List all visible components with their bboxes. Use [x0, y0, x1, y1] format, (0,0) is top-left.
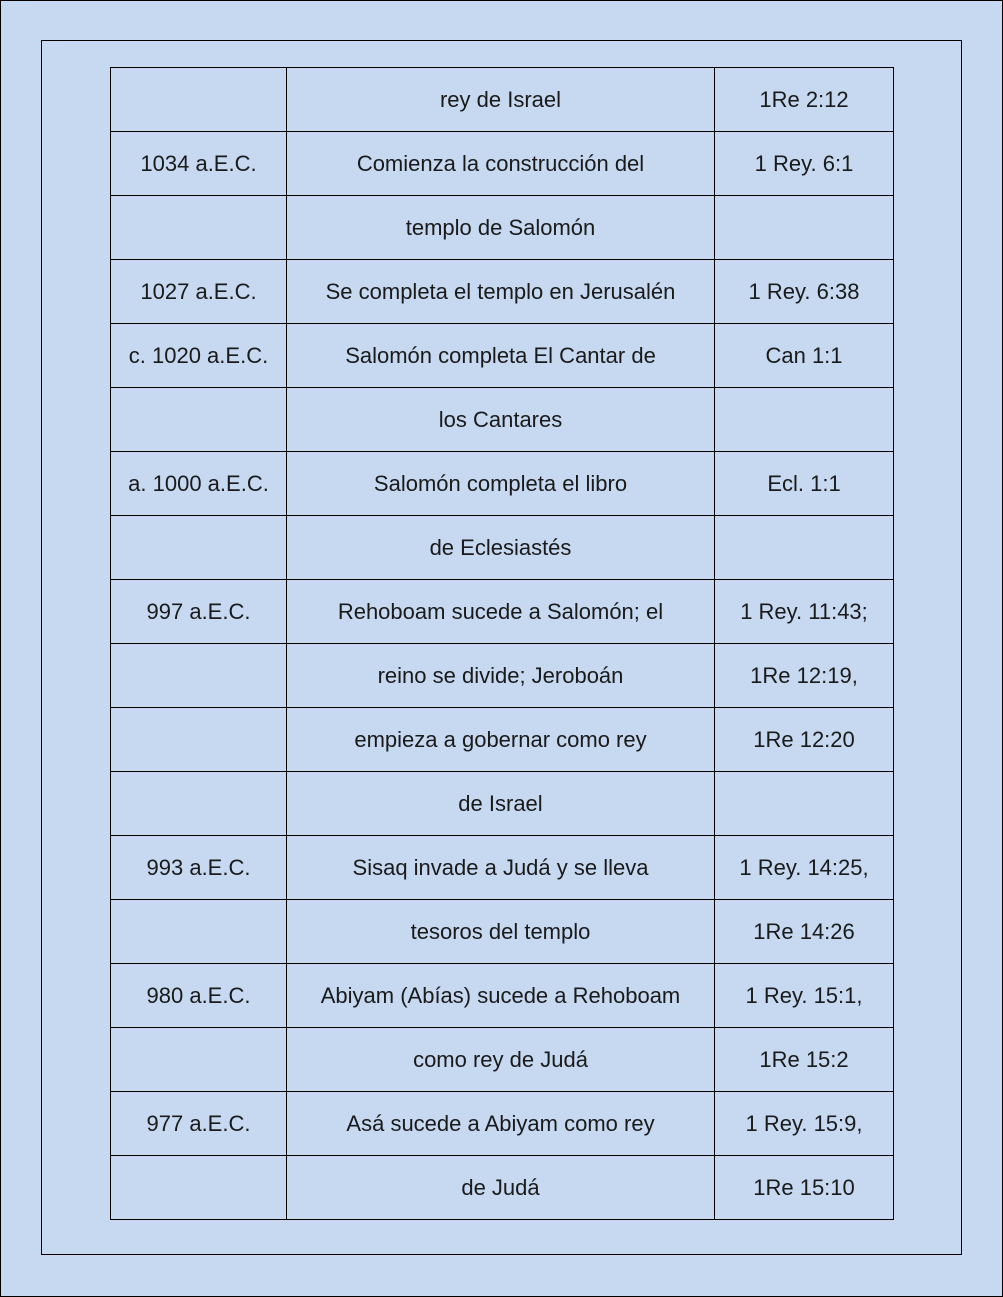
- reference-cell: 1 Rey. 6:38: [715, 260, 894, 324]
- event-cell: templo de Salomón: [287, 196, 715, 260]
- reference-cell: [715, 388, 894, 452]
- event-cell: Salomón completa el libro: [287, 452, 715, 516]
- reference-cell: 1Re 15:2: [715, 1028, 894, 1092]
- date-cell: 997 a.E.C.: [111, 580, 287, 644]
- date-cell: [111, 1156, 287, 1220]
- event-cell: Sisaq invade a Judá y se lleva: [287, 836, 715, 900]
- event-cell: tesoros del templo: [287, 900, 715, 964]
- date-cell: 977 a.E.C.: [111, 1092, 287, 1156]
- table-row: [111, 196, 894, 260]
- reference-cell: 1Re 12:19,: [715, 644, 894, 708]
- table-row: [111, 388, 894, 452]
- date-cell: a. 1000 a.E.C.: [111, 452, 287, 516]
- date-cell: 980 a.E.C.: [111, 964, 287, 1028]
- event-cell: Abiyam (Abías) sucede a Rehoboam: [287, 964, 715, 1028]
- event-cell: de Eclesiastés: [287, 516, 715, 580]
- table-row: [111, 1092, 894, 1156]
- event-cell: como rey de Judá: [287, 1028, 715, 1092]
- table-row: [111, 132, 894, 196]
- date-cell: [111, 516, 287, 580]
- table-row: [111, 516, 894, 580]
- reference-cell: 1 Rey. 11:43;: [715, 580, 894, 644]
- date-cell: [111, 196, 287, 260]
- date-cell: [111, 68, 287, 132]
- reference-cell: 1 Rey. 14:25,: [715, 836, 894, 900]
- reference-cell: Can 1:1: [715, 324, 894, 388]
- reference-cell: [715, 196, 894, 260]
- reference-cell: 1 Rey. 15:9,: [715, 1092, 894, 1156]
- event-cell: reino se divide; Jeroboán: [287, 644, 715, 708]
- reference-cell: 1 Rey. 6:1: [715, 132, 894, 196]
- table-row: [111, 1156, 894, 1220]
- table-row: [111, 772, 894, 836]
- table-row: [111, 452, 894, 516]
- date-cell: [111, 388, 287, 452]
- event-cell: Se completa el templo en Jerusalén: [287, 260, 715, 324]
- reference-cell: [715, 772, 894, 836]
- table-row: [111, 324, 894, 388]
- reference-cell: [715, 516, 894, 580]
- reference-cell: 1Re 12:20: [715, 708, 894, 772]
- event-cell: de Israel: [287, 772, 715, 836]
- date-cell: 1034 a.E.C.: [111, 132, 287, 196]
- reference-cell: Ecl. 1:1: [715, 452, 894, 516]
- event-cell: Asá sucede a Abiyam como rey: [287, 1092, 715, 1156]
- event-cell: Salomón completa El Cantar de: [287, 324, 715, 388]
- table-row: [111, 708, 894, 772]
- table-row: [111, 964, 894, 1028]
- table-row: [111, 580, 894, 644]
- table-row: [111, 260, 894, 324]
- event-cell: rey de Israel: [287, 68, 715, 132]
- reference-cell: 1Re 15:10: [715, 1156, 894, 1220]
- table-row: [111, 68, 894, 132]
- reference-cell: 1Re 2:12: [715, 68, 894, 132]
- table-row: [111, 1028, 894, 1092]
- date-cell: [111, 772, 287, 836]
- date-cell: [111, 644, 287, 708]
- date-cell: [111, 708, 287, 772]
- date-cell: c. 1020 a.E.C.: [111, 324, 287, 388]
- table-row: [111, 836, 894, 900]
- event-cell: Rehoboam sucede a Salomón; el: [287, 580, 715, 644]
- event-cell: los Cantares: [287, 388, 715, 452]
- date-cell: 993 a.E.C.: [111, 836, 287, 900]
- table-row: [111, 644, 894, 708]
- reference-cell: 1Re 14:26: [715, 900, 894, 964]
- date-cell: [111, 900, 287, 964]
- event-cell: Comienza la construcción del: [287, 132, 715, 196]
- date-cell: [111, 1028, 287, 1092]
- event-cell: de Judá: [287, 1156, 715, 1220]
- chronology-table: [110, 67, 894, 1220]
- date-cell: 1027 a.E.C.: [111, 260, 287, 324]
- event-cell: empieza a gobernar como rey: [287, 708, 715, 772]
- table-row: [111, 900, 894, 964]
- reference-cell: 1 Rey. 15:1,: [715, 964, 894, 1028]
